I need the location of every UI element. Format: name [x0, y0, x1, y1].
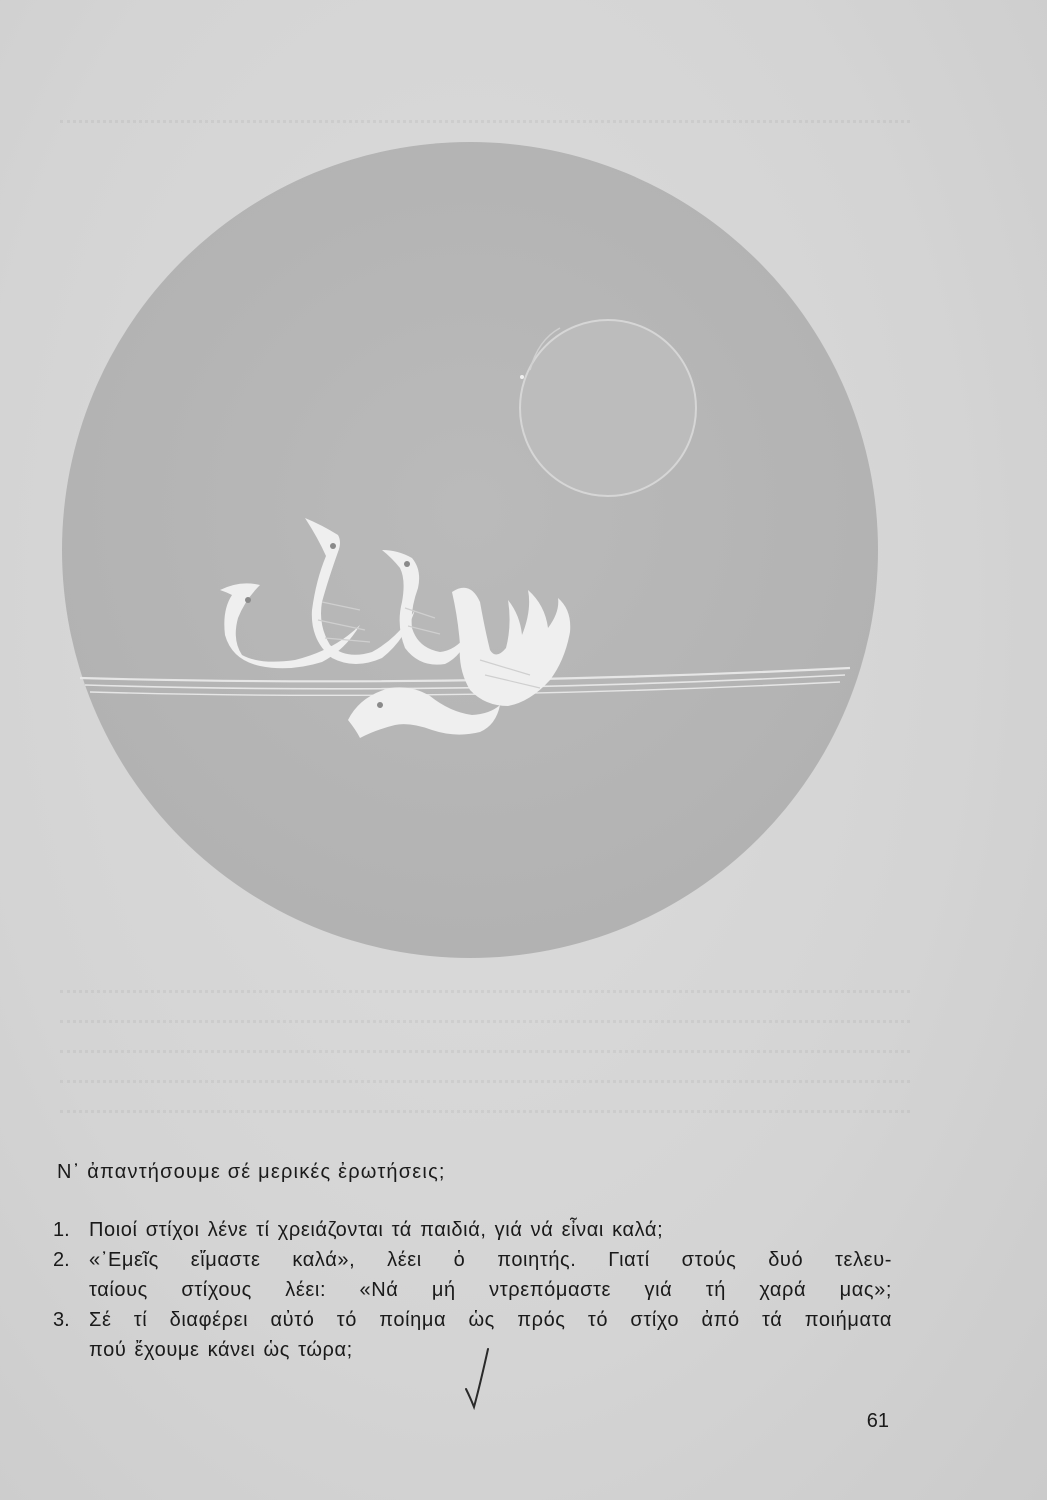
question-text-line: Ποιοί στίχοι λένε τί χρειάζονται τά παιδιά, γιά νά εἶναι καλά;	[89, 1219, 664, 1241]
question-text-line: πού ἔχουμε κάνει ὡς τώρα;	[89, 1339, 353, 1361]
question-number: 1.	[53, 1219, 70, 1241]
bleed-through-line	[60, 990, 910, 1007]
question-item	[40, 1215, 892, 1245]
checkmark-icon	[462, 1345, 492, 1415]
birds-on-wire-illustration	[60, 140, 880, 960]
bleed-through-line	[60, 1080, 910, 1097]
page-number: 61	[866, 1410, 889, 1432]
speck	[520, 375, 524, 379]
questions-list	[40, 1215, 892, 1365]
question-text-line: ταίους στίχους λέει: «Νά μή ντρεπόμαστε γιά τή χαρά μας»;	[89, 1279, 892, 1301]
question-text-line: Σέ τί διαφέρει αὐτό τό ποίημα ὡς πρός τό στίχο ἀπό τά ποιήματα	[89, 1309, 892, 1331]
moon-icon	[520, 320, 696, 496]
bleed-through-line	[60, 1020, 910, 1037]
bleed-through-line	[60, 120, 910, 137]
question-text-line: «᾽Εμεῖς εἴμαστε καλά», λέει ὁ ποιητής. Γιατί στούς δυό τελευ-	[89, 1249, 892, 1271]
bleed-through-line	[60, 1110, 910, 1127]
question-number: 2.	[53, 1249, 70, 1271]
bleed-through-line	[60, 1050, 910, 1067]
disc-background	[62, 142, 878, 958]
questions-heading: Ν᾽ ἀπαντήσουμε σέ μερικές ἐρωτήσεις;	[57, 1161, 446, 1183]
question-number: 3.	[53, 1309, 70, 1331]
question-item	[40, 1245, 892, 1305]
